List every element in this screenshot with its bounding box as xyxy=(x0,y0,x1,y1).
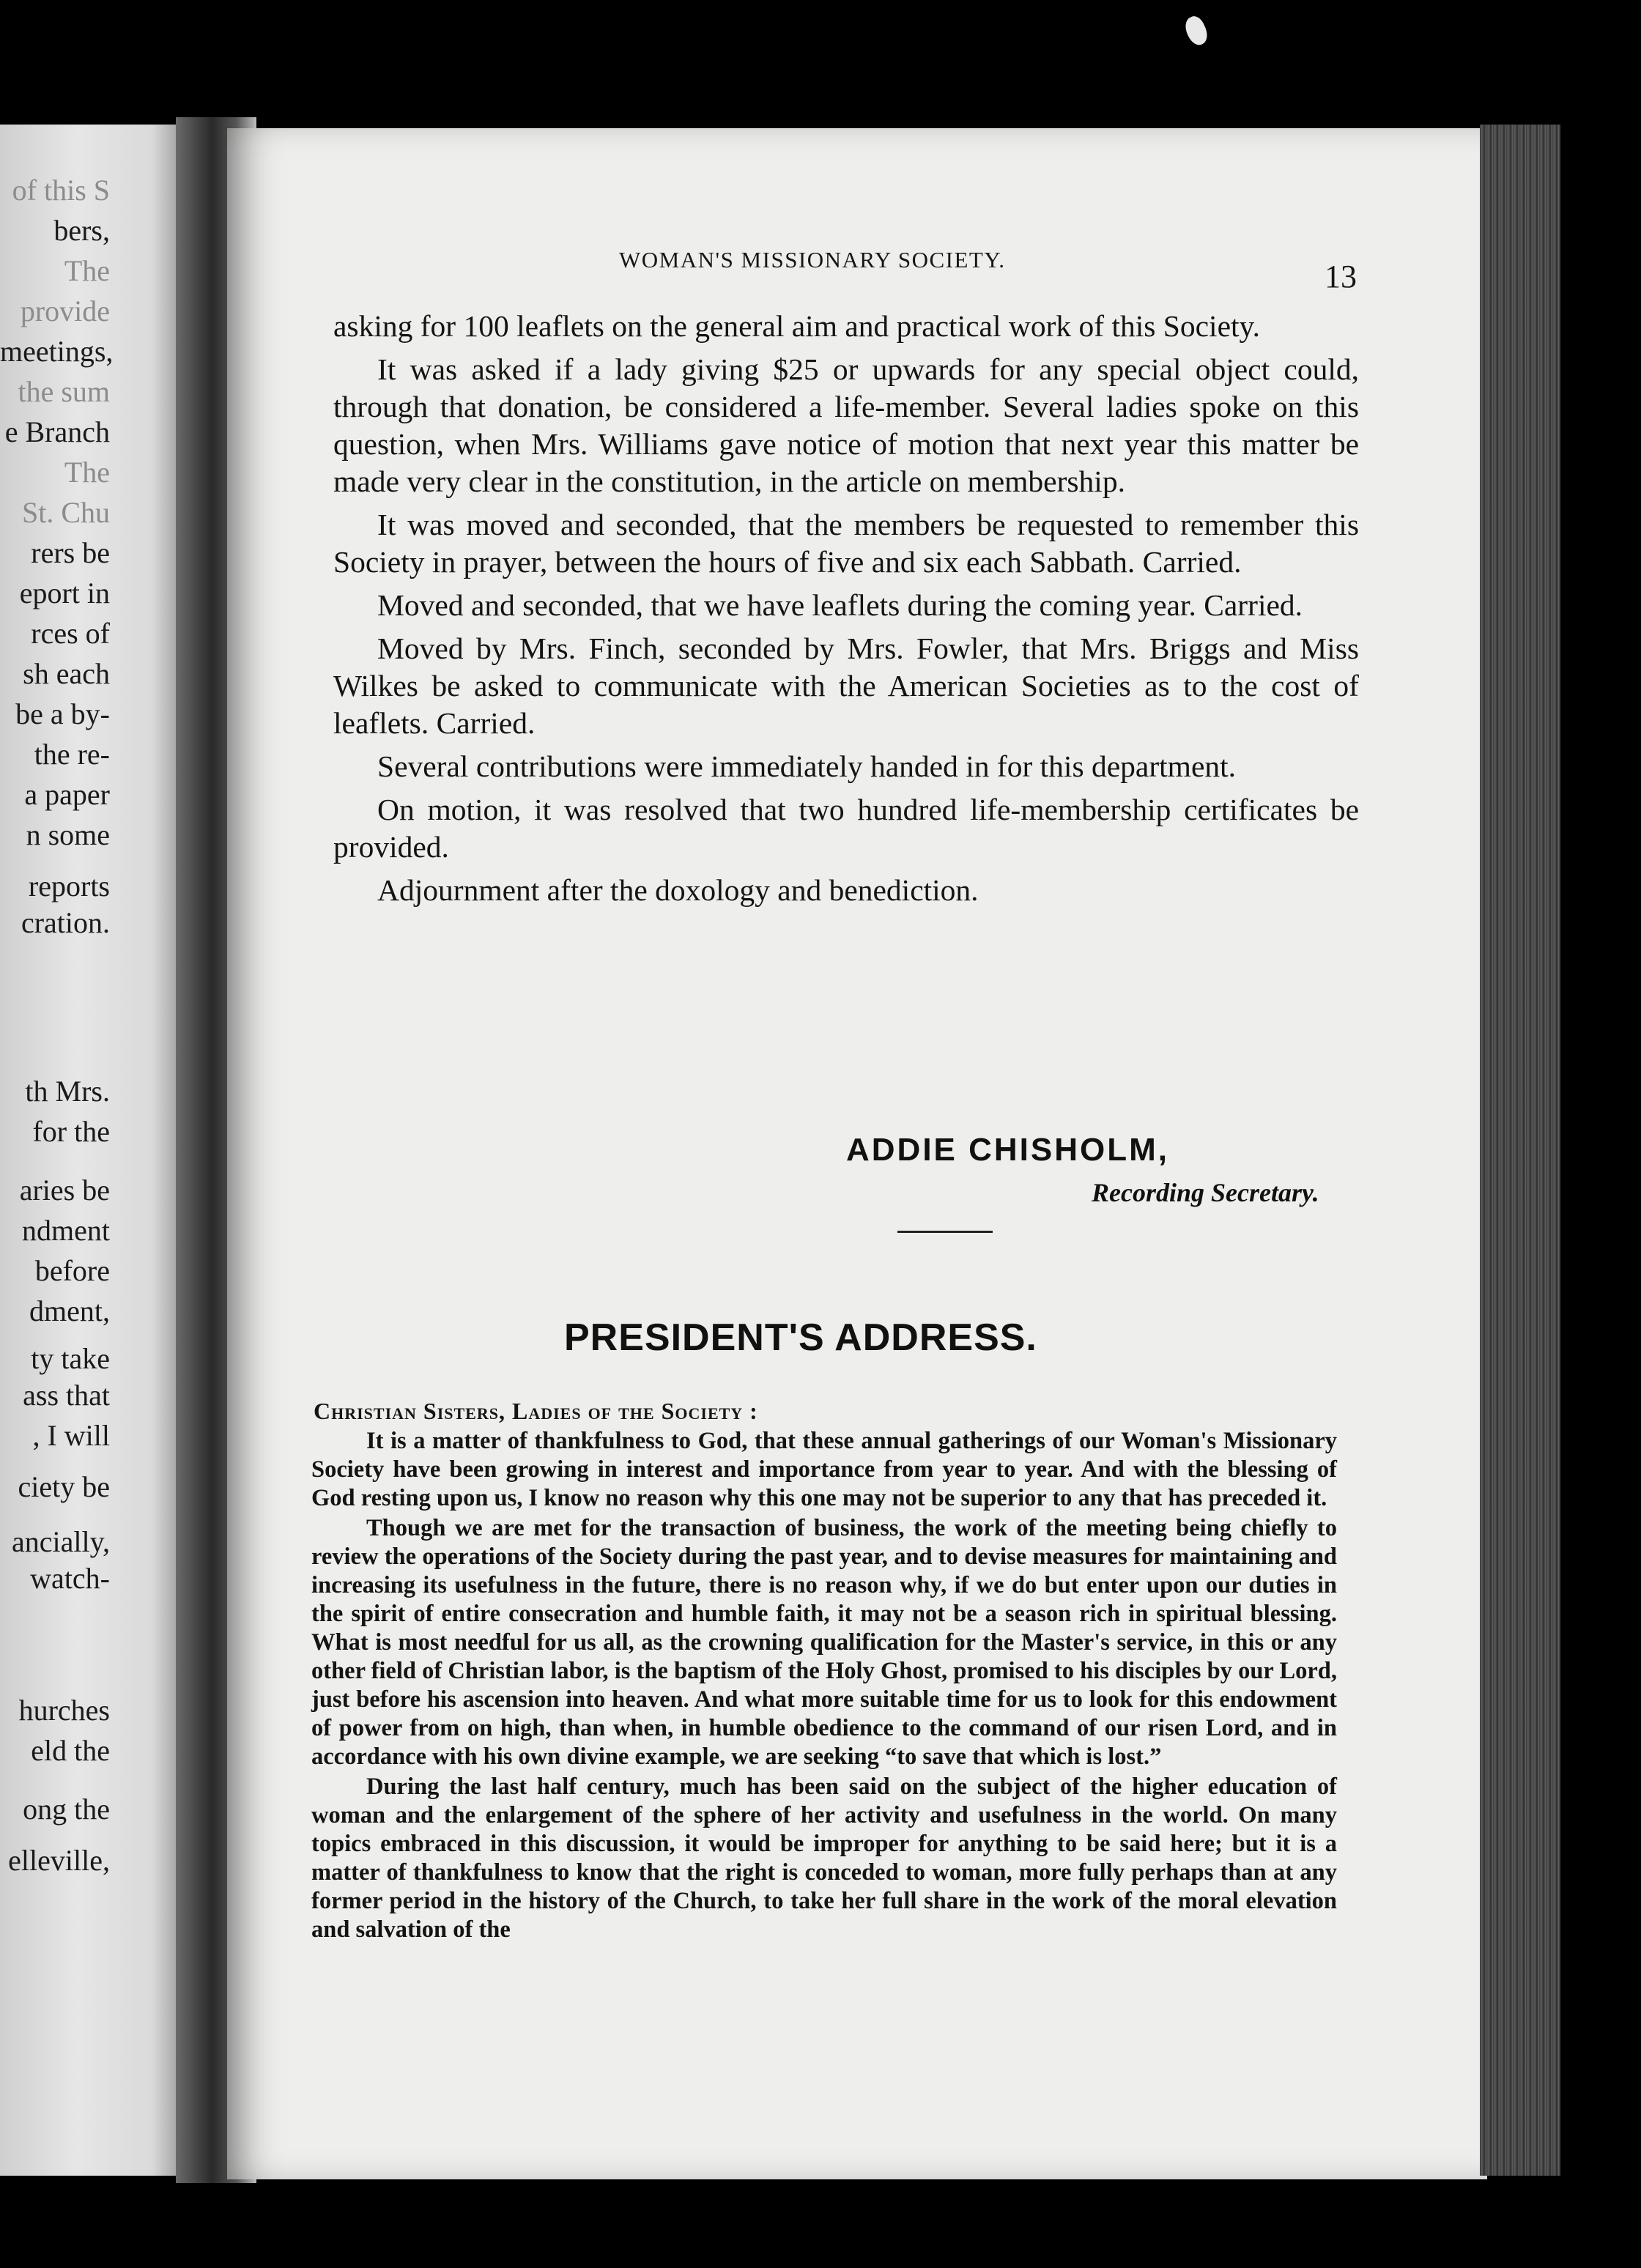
minutes-paragraph: Moved by Mrs. Finch, seconded by Mrs. Fowler, that Mrs. Briggs and Miss Wilkes be asked to communicate with the American Societies as to the cost of leaflets. Carried. xyxy=(333,631,1359,740)
left-page-line: aries be xyxy=(19,1174,110,1207)
left-page-line: the sum xyxy=(18,375,110,408)
left-page-line: watch- xyxy=(30,1562,110,1595)
left-page-line: ancially, xyxy=(11,1525,110,1558)
left-page-line: rces of xyxy=(31,617,110,650)
film-speck xyxy=(1182,13,1211,48)
left-page-line: for the xyxy=(32,1115,110,1148)
left-page-line: rers be xyxy=(31,536,110,569)
address-paragraph: During the last half century, much has been said on the subject of the higher education of woman and the enlargement of the sphere of her activity and usefulness in the world. On many topics embraced in this discussion, it would be improper for anything to be said here; but it is a matter of thankfulness to know that the right is conceded to woman, more fully perhaps than at any former period in the history of the Church, to take her full share in the work of the moral elevation and salvation of the xyxy=(311,1774,1337,1943)
address-salutation: Christian Sisters, Ladies of the Society : xyxy=(314,1398,758,1424)
left-page-line: elleville, xyxy=(8,1844,110,1877)
left-page-line: the re- xyxy=(34,738,110,771)
left-page-line: provide xyxy=(20,294,110,327)
left-page-line: ass that xyxy=(23,1379,110,1412)
left-page-line: The xyxy=(64,456,110,489)
left-page-line: e Branch xyxy=(4,415,110,448)
minutes-paragraph: It was asked if a lady giving $25 or upwards for any special object could, through that donation, be considered a life-member. Several ladies spoke on this question, when Mrs. Williams gave notice of motion that next year this matter be made very clear in the constitution, in the article on membership. xyxy=(333,352,1359,498)
left-page-line: The xyxy=(64,254,110,287)
minutes-text xyxy=(333,308,1359,915)
left-page-line: ndment xyxy=(22,1214,110,1247)
left-page-line: be a by- xyxy=(15,697,110,730)
minutes-paragraph: It was moved and seconded, that the members be requested to remember this Society in prayer, between the hours of five and six each Sabbath. Carried. xyxy=(333,508,1359,579)
address-paragraph: It is a matter of thankfulness to God, that these annual gatherings of our Woman's Missionary Society have been growing in interest and importance from year to year. And with the blessing of God resting upon us, I know no reason why this one may not be superior to any that has preceded it. xyxy=(311,1428,1337,1511)
section-divider xyxy=(897,1231,993,1233)
signature-name: ADDIE CHISHOLM, xyxy=(846,1132,1169,1168)
left-page-line: St. Chu xyxy=(21,496,110,529)
left-page-line: ong the xyxy=(23,1793,110,1826)
minutes-paragraph: On motion, it was resolved that two hundred life-membership certificates be provided. xyxy=(333,793,1359,864)
left-page-line: , I will xyxy=(32,1419,110,1452)
section-title: PRESIDENT'S ADDRESS. xyxy=(564,1316,1037,1359)
left-page-line: th Mrs. xyxy=(25,1075,110,1108)
signature-title: Recording Secretary. xyxy=(1092,1178,1319,1207)
left-page-line: reports xyxy=(28,870,110,903)
left-page-line: hurches xyxy=(18,1694,110,1727)
minutes-paragraph: Adjournment after the doxology and benediction. xyxy=(377,873,979,907)
left-facing-page xyxy=(0,125,190,2176)
left-page-line: before xyxy=(34,1254,110,1287)
left-page-line: sh each xyxy=(23,657,110,690)
minutes-paragraph: Several contributions were immediately handed in for this department. xyxy=(377,749,1237,783)
left-page-line: ciety be xyxy=(18,1470,110,1503)
left-page-line: bers, xyxy=(53,214,110,247)
left-page-line: cration. xyxy=(21,906,110,939)
left-page-line: of this S xyxy=(12,174,110,207)
left-page-line: ty take xyxy=(31,1342,110,1375)
minutes-paragraph: asking for 100 leaflets on the general aim and practical work of this Society. xyxy=(333,309,1260,343)
page-fore-edge xyxy=(1480,125,1560,2176)
left-page-line: meetings, xyxy=(0,335,114,368)
left-page-line: dment, xyxy=(29,1294,110,1327)
left-page-line: a paper xyxy=(24,778,110,811)
left-page-line: eld the xyxy=(31,1734,110,1767)
page-number: 13 xyxy=(1325,259,1357,294)
running-head: WOMAN'S MISSIONARY SOCIETY. xyxy=(619,247,1006,273)
left-page-line: eport in xyxy=(19,577,110,609)
minutes-paragraph: Moved and seconded, that we have leaflets during the coming year. Carried. xyxy=(377,588,1303,622)
address-text xyxy=(311,1427,1337,1946)
left-page-line: n some xyxy=(26,818,110,851)
address-paragraph: Though we are met for the transaction of business, the work of the meeting being chiefly to review the operations of the Society during the past year, and to devise measures for maintaining and increasing its usefulness in the future, there is no reason why, if we do but enter upon our duties in the spirit of entire consecration and humble faith, it may not be a season rich in spiritual blessing. What is most needful for us all, as the crowning qualification for the Master's service, in this or any other field of Christian labor, is the baptism of the Holy Ghost, promised to his disciples by our Lord, just before his ascension into heaven. And what more suitable time for us to look for this endowment of power from on high, than when, in humble obedience to the command of our risen Lord, and in accordance with his own divine example, we are seeking “to save that which is lost.” xyxy=(311,1515,1337,1770)
